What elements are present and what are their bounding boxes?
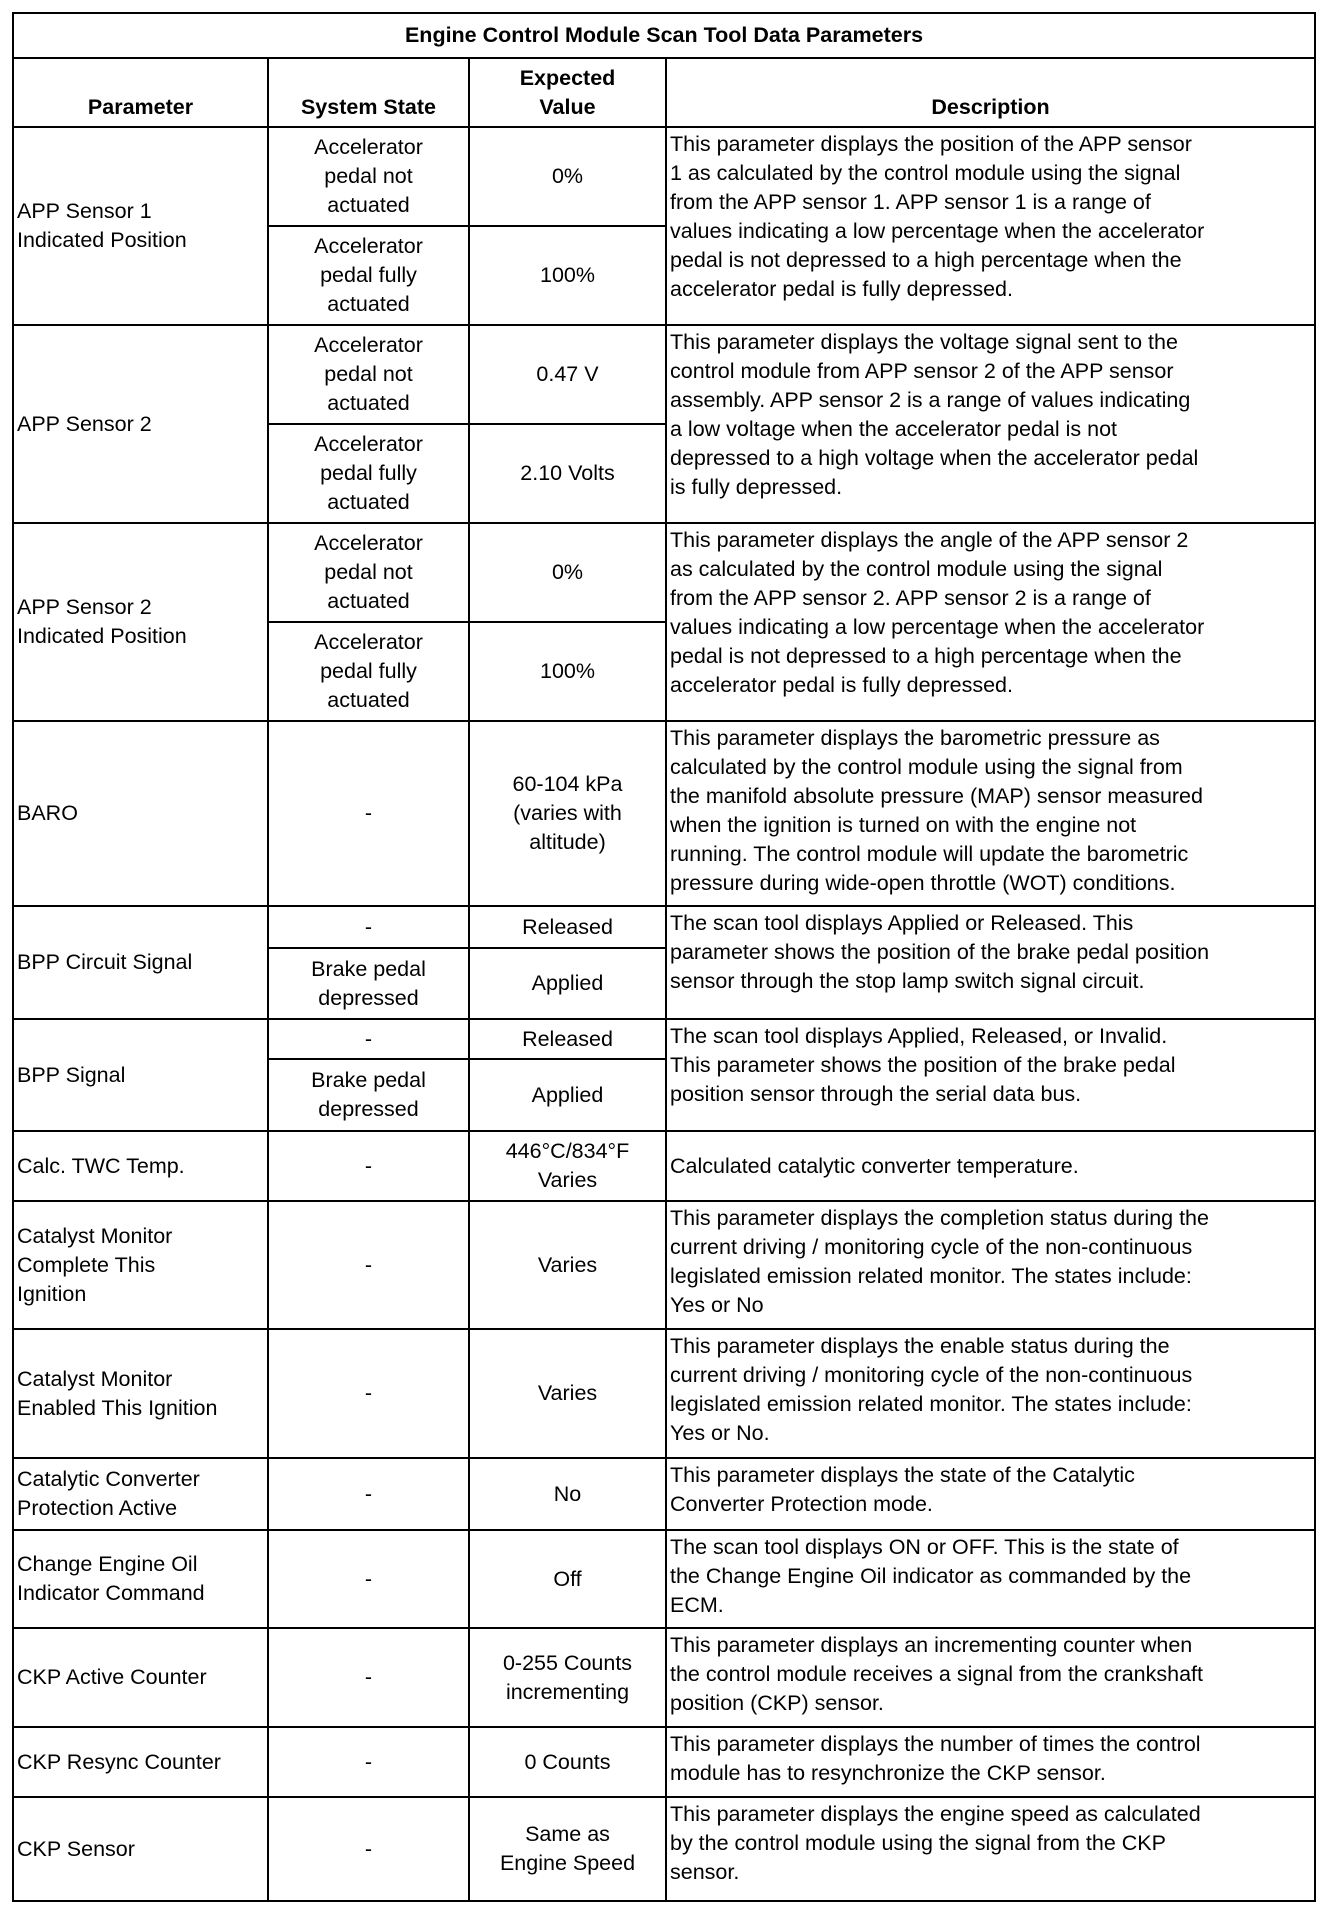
- system-state-cell: [268, 906, 469, 948]
- description-cell: [666, 906, 1315, 1019]
- text-line: as calculated by the control module using the signal: [670, 557, 1163, 581]
- system-state-cell: [268, 226, 469, 325]
- text-line: current driving / monitoring cycle of the non-continuous: [670, 1235, 1193, 1259]
- expected-value-cell: [469, 424, 666, 523]
- text-line: when the ignition is turned on with the engine not: [670, 813, 1137, 837]
- text-line: altitude): [529, 830, 606, 854]
- text-line: Released: [522, 1026, 613, 1051]
- text-line: depressed: [318, 1097, 419, 1121]
- text-line: running. The control module will update the barometric: [670, 842, 1189, 866]
- text-line: by the control module using the signal from the CKP: [670, 1831, 1166, 1855]
- text-line: -: [364, 1665, 373, 1689]
- text-line: This parameter displays the position of the APP sensor: [670, 132, 1192, 156]
- text-line: Calc. TWC Temp.: [17, 1153, 185, 1178]
- description-cell: [666, 1458, 1315, 1530]
- text-line: 60-104 kPa: [512, 772, 623, 796]
- parameter-cell: [13, 1628, 268, 1727]
- table-row: [13, 1458, 1315, 1530]
- text-line: Accelerator: [314, 630, 423, 654]
- parameter-cell: [13, 325, 268, 523]
- text-line: CKP Sensor: [17, 1836, 135, 1861]
- text-line: 0.47 V: [536, 362, 599, 386]
- text-line: Indicated Position: [17, 624, 187, 648]
- text-line: actuated: [327, 193, 410, 217]
- text-line: Enabled This Ignition: [17, 1395, 218, 1420]
- text-line: This parameter displays the completion status during the: [670, 1206, 1209, 1230]
- text-line: values indicating a low percentage when the accelerator: [670, 219, 1205, 243]
- text-line: pressure during wide-open throttle (WOT) conditions.: [670, 871, 1176, 895]
- expected-value-cell: [469, 1019, 666, 1059]
- text-line: This parameter displays the enable status during the: [670, 1334, 1170, 1358]
- system-state-cell: [268, 1201, 469, 1329]
- expected-value-cell: [469, 1458, 666, 1530]
- system-state-cell: [268, 1019, 469, 1059]
- text-line: sensor through the stop lamp switch signal circuit.: [670, 969, 1145, 993]
- expected-value-cell: [469, 1201, 666, 1329]
- text-line: 0 Counts: [524, 1749, 611, 1774]
- parameter-cell: [13, 1329, 268, 1458]
- system-state-cell: [268, 1727, 469, 1797]
- text-line: the control module receives a signal from the crankshaft: [670, 1662, 1203, 1686]
- text-line: Applied: [531, 971, 604, 995]
- text-line: Indicator Command: [17, 1581, 205, 1605]
- text-line: incrementing: [505, 1679, 630, 1704]
- text-line: 100%: [540, 263, 595, 287]
- text-line: pedal is not depressed to a high percentage when the: [670, 644, 1182, 668]
- text-line: This parameter displays the angle of the APP sensor 2: [670, 528, 1189, 552]
- text-line: (varies with: [513, 801, 622, 825]
- text-line: current driving / monitoring cycle of the non-continuous: [670, 1363, 1193, 1387]
- expected-value-cell: [469, 1131, 666, 1201]
- text-line: 2.10 Volts: [520, 461, 615, 485]
- text-line: BPP Circuit Signal: [17, 950, 193, 974]
- text-line: -: [364, 801, 373, 825]
- text-line: position (CKP) sensor.: [670, 1691, 884, 1715]
- text-line: Calculated catalytic converter temperature.: [670, 1153, 1079, 1178]
- text-line: This parameter displays the state of the Catalytic: [670, 1463, 1135, 1487]
- system-state-cell: [268, 1797, 469, 1901]
- system-state-cell: [268, 721, 469, 906]
- system-state-cell: [268, 1329, 469, 1458]
- text-line: The scan tool displays Applied or Released. This: [670, 911, 1134, 935]
- expected-value-cell: [469, 226, 666, 325]
- expected-value-cell: [469, 1329, 666, 1458]
- expected-value-cell: [469, 127, 666, 226]
- table-row: [13, 1628, 1315, 1727]
- text-line: Applied: [531, 1082, 604, 1107]
- text-line: -: [364, 1026, 373, 1051]
- parameter-cell: [13, 127, 268, 325]
- text-line: Engine Speed: [499, 1851, 636, 1875]
- text-line: -: [364, 1836, 373, 1861]
- text-line: legislated emission related monitor. The states include:: [670, 1392, 1192, 1416]
- system-state-cell: [268, 424, 469, 523]
- text-line: BARO: [17, 801, 78, 825]
- text-line: the Change Engine Oil indicator as commanded by the: [670, 1564, 1192, 1588]
- header-system-state: System State: [268, 58, 469, 127]
- text-line: Varies: [537, 1168, 598, 1192]
- text-line: 446°C/834°F: [505, 1139, 630, 1163]
- description-cell: [666, 1628, 1315, 1727]
- text-line: the manifold absolute pressure (MAP) sensor measured: [670, 784, 1203, 808]
- table-row: [13, 1019, 1315, 1059]
- table-row: [13, 325, 1315, 424]
- text-line: legislated emission related monitor. The states include:: [670, 1264, 1192, 1288]
- description-cell: [666, 1530, 1315, 1628]
- table-row: [13, 906, 1315, 948]
- table-row: [13, 1131, 1315, 1201]
- text-line: -: [364, 1566, 373, 1591]
- text-line: depressed: [318, 985, 419, 1010]
- table-row: [13, 721, 1315, 906]
- text-line: This parameter displays the engine speed as calculated: [670, 1802, 1201, 1826]
- description-cell: [666, 1329, 1315, 1458]
- description-cell: [666, 1019, 1315, 1131]
- description-cell: [666, 1727, 1315, 1797]
- text-line: ECM.: [670, 1593, 724, 1617]
- text-line: CKP Resync Counter: [17, 1749, 221, 1774]
- text-line: The scan tool displays ON or OFF. This is the state of: [670, 1535, 1179, 1559]
- text-line: calculated by the control module using the signal from: [670, 755, 1183, 779]
- expected-value-cell: [469, 1059, 666, 1131]
- parameter-cell: [13, 1019, 268, 1131]
- scan-tool-data-table: [12, 12, 1316, 1902]
- text-line: Released: [522, 914, 613, 939]
- text-line: Ignition: [17, 1281, 87, 1306]
- text-line: Accelerator: [314, 234, 423, 258]
- parameter-cell: [13, 906, 268, 1019]
- text-line: accelerator pedal is fully depressed.: [670, 277, 1013, 301]
- text-line: pedal fully: [320, 461, 417, 485]
- expected-value-cell: [469, 1727, 666, 1797]
- text-line: Accelerator: [314, 531, 423, 555]
- text-line: Same as: [525, 1822, 610, 1846]
- text-line: This parameter shows the position of the brake pedal: [670, 1053, 1176, 1077]
- text-line: -: [364, 914, 373, 939]
- text-line: pedal is not depressed to a high percentage when the: [670, 248, 1182, 272]
- system-state-cell: [268, 1458, 469, 1530]
- text-line: CKP Active Counter: [17, 1665, 207, 1689]
- header-expected-value: Expected Value: [469, 58, 666, 127]
- text-line: assembly. APP sensor 2 is a range of values indicating: [670, 388, 1191, 412]
- expected-value-cell: [469, 1628, 666, 1727]
- text-line: actuated: [327, 292, 410, 316]
- system-state-cell: [268, 523, 469, 622]
- text-line: 1 as calculated by the control module using the signal: [670, 161, 1181, 185]
- text-line: sensor.: [670, 1860, 740, 1884]
- text-line: 0%: [551, 164, 584, 188]
- text-line: APP Sensor 2: [17, 595, 152, 619]
- expected-value-cell: [469, 523, 666, 622]
- expected-value-cell: [469, 721, 666, 906]
- description-cell: [666, 127, 1315, 325]
- text-line: Accelerator: [314, 135, 423, 159]
- text-line: 0-255 Counts: [502, 1650, 633, 1675]
- text-line: values indicating a low percentage when the accelerator: [670, 615, 1205, 639]
- table-row: [13, 1201, 1315, 1329]
- expected-value-cell: [469, 906, 666, 948]
- text-line: Varies: [537, 1381, 598, 1405]
- text-line: Off: [553, 1566, 582, 1591]
- text-line: pedal not: [324, 164, 413, 188]
- description-cell: [666, 721, 1315, 906]
- table-row: [13, 1797, 1315, 1901]
- text-line: actuated: [327, 490, 410, 514]
- text-line: Converter Protection mode.: [670, 1492, 933, 1516]
- text-line: pedal not: [324, 362, 413, 386]
- text-line: position sensor through the serial data bus.: [670, 1082, 1082, 1106]
- text-line: Yes or No.: [670, 1421, 770, 1445]
- table-row: [13, 127, 1315, 226]
- description-cell: [666, 1797, 1315, 1901]
- text-line: from the APP sensor 1. APP sensor 1 is a range of: [670, 190, 1151, 214]
- text-line: a low voltage when the accelerator pedal is not: [670, 417, 1117, 441]
- parameter-cell: [13, 721, 268, 906]
- text-line: -: [364, 1252, 373, 1277]
- text-line: Accelerator: [314, 333, 423, 357]
- text-line: from the APP sensor 2. APP sensor 2 is a range of: [670, 586, 1151, 610]
- text-line: depressed to a high voltage when the accelerator pedal: [670, 446, 1199, 470]
- text-line: module has to resynchronize the CKP sensor.: [670, 1761, 1106, 1785]
- text-line: Brake pedal: [311, 956, 426, 981]
- description-cell: [666, 523, 1315, 721]
- description-cell: [666, 325, 1315, 523]
- table-row: [13, 523, 1315, 622]
- text-line: This parameter displays the number of times the control: [670, 1732, 1201, 1756]
- text-line: -: [364, 1381, 373, 1405]
- text-line: Catalyst Monitor: [17, 1223, 173, 1248]
- table-row: [13, 1727, 1315, 1797]
- text-line: APP Sensor 2: [17, 411, 152, 436]
- text-line: The scan tool displays Applied, Released, or Invalid.: [670, 1024, 1168, 1048]
- parameter-cell: [13, 1201, 268, 1329]
- text-line: parameter shows the position of the brake pedal position: [670, 940, 1210, 964]
- parameter-cell: [13, 1530, 268, 1628]
- table-title: Engine Control Module Scan Tool Data Parameters: [13, 13, 1315, 58]
- system-state-cell: [268, 1059, 469, 1131]
- text-line: accelerator pedal is fully depressed.: [670, 673, 1013, 697]
- expected-value-cell: [469, 948, 666, 1019]
- expected-value-cell: [469, 622, 666, 721]
- text-line: is fully depressed.: [670, 475, 843, 499]
- text-line: Protection Active: [17, 1496, 178, 1520]
- text-line: Indicated Position: [17, 228, 187, 252]
- text-line: Brake pedal: [311, 1068, 426, 1092]
- table-row: [13, 1530, 1315, 1628]
- table-row: [13, 1329, 1315, 1458]
- parameter-cell: [13, 523, 268, 721]
- text-line: pedal not: [324, 560, 413, 584]
- text-line: 100%: [540, 659, 595, 683]
- text-line: -: [364, 1749, 373, 1774]
- text-line: pedal fully: [320, 659, 417, 683]
- system-state-cell: [268, 622, 469, 721]
- text-line: BPP Signal: [17, 1062, 126, 1087]
- text-line: Complete This: [17, 1252, 156, 1277]
- system-state-cell: [268, 1530, 469, 1628]
- text-line: Accelerator: [314, 432, 423, 456]
- system-state-cell: [268, 325, 469, 424]
- parameter-cell: [13, 1727, 268, 1797]
- text-line: 0%: [551, 560, 584, 584]
- parameter-cell: [13, 1131, 268, 1201]
- text-line: actuated: [327, 589, 410, 613]
- system-state-cell: [268, 948, 469, 1019]
- text-line: Varies: [537, 1252, 598, 1277]
- text-line: pedal fully: [320, 263, 417, 287]
- text-line: Catalyst Monitor: [17, 1366, 173, 1391]
- description-cell: [666, 1201, 1315, 1329]
- system-state-cell: [268, 1131, 469, 1201]
- header-description: Description: [666, 58, 1315, 127]
- text-line: APP Sensor 1: [17, 199, 152, 223]
- expected-value-cell: [469, 1797, 666, 1901]
- text-line: actuated: [327, 391, 410, 415]
- text-line: -: [364, 1481, 373, 1506]
- text-line: This parameter displays an incrementing counter when: [670, 1633, 1193, 1657]
- header-parameter: Parameter: [13, 58, 268, 127]
- expected-value-cell: [469, 325, 666, 424]
- text-line: Catalytic Converter: [17, 1467, 200, 1491]
- text-line: Yes or No: [670, 1293, 764, 1317]
- description-cell: [666, 1131, 1315, 1201]
- text-line: This parameter displays the barometric pressure as: [670, 726, 1160, 750]
- text-line: Change Engine Oil: [17, 1552, 198, 1576]
- system-state-cell: [268, 127, 469, 226]
- text-line: control module from APP sensor 2 of the APP sensor: [670, 359, 1174, 383]
- parameter-cell: [13, 1797, 268, 1901]
- text-line: This parameter displays the voltage signal sent to the: [670, 330, 1178, 354]
- text-line: No: [553, 1481, 582, 1506]
- text-line: actuated: [327, 688, 410, 712]
- system-state-cell: [268, 1628, 469, 1727]
- text-line: -: [364, 1153, 373, 1178]
- parameter-cell: [13, 1458, 268, 1530]
- expected-value-cell: [469, 1530, 666, 1628]
